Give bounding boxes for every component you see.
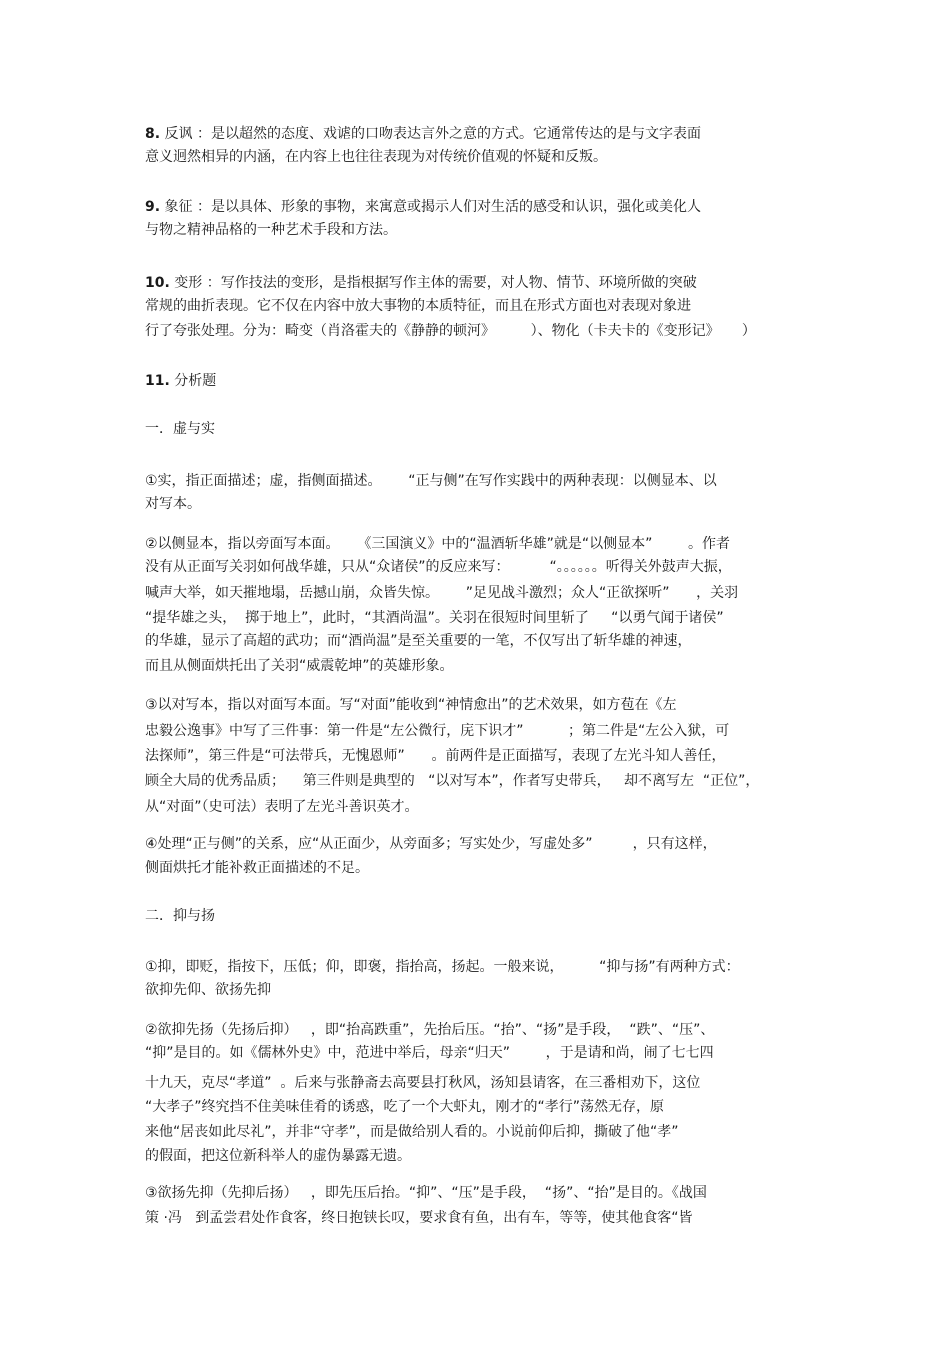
s9-number: 9. (145, 199, 161, 215)
part2-p2-line-6: 的假面，把这位新科举人的虚伪暴露无遗。 (145, 1148, 411, 1164)
part2-p3-line-2: 策 ·冯 到孟尝君处作食客，终日抱铗长叹，要求食有鱼，出有车，等等，使其他食客“皆 (145, 1210, 693, 1226)
part1-p2-line-5: 的华雄，显示了高超的武功；而“酒尚温”是至关重要的一笔，不仅写出了斩华雄的神速， (145, 633, 692, 649)
part1-p2-line-2: 没有从正面写关羽如何战华雄，只从“众诸侯”的反应来写： “。。。。。。听得关外鼓声大振， (145, 559, 732, 575)
s8-line-1: 8. 反讽 ：是以超然的态度、戏谑的口吻表达言外之意的方式。它通常传达的是与文字表面 (145, 126, 701, 142)
part1-p3-line-2: 忠毅公逸事》中写了三件事：第一件是“左公微行，庑下识才” ；第二件是“左公入狱，可 (145, 723, 730, 739)
s8-line-2: 意义迥然相异的内涵，在内容上也往往表现为对传统价值观的怀疑和反叛。 (145, 149, 607, 165)
part2-p1-line-1: ①抑，即贬，指按下，压低；仰，即褒，指抬高，扬起。一般来说， “抑与扬”有两种方式： (145, 959, 740, 975)
part1-p2-line-3: 喊声大举，如天摧地塌，岳撼山崩，众皆失惊。 ”足见战斗激烈；众人“正欲探听” ，关羽 (145, 585, 739, 601)
part1-heading: 一．虚与实 (145, 421, 215, 437)
part1-p2-line-4: “提华雄之头， 掷于地上”，此时，“其酒尚温”。关羽在很短时间里斩了 “以勇气闻于诸侯” (145, 610, 724, 626)
s10-line-2: 常规的曲折表现。它不仅在内容中放大事物的本质特征，而且在形式方面也对表现对象进 (145, 298, 691, 314)
s10-number: 10. (145, 275, 170, 291)
part1-p1-line-2: 对写本。 (145, 496, 201, 512)
part1-p1-line-1: ①实，指正面描述；虚，指侧面描述。 “正与侧”在写作实践中的两种表现：以侧显本、以 (145, 473, 717, 489)
s11-number: 11. (145, 373, 170, 389)
s9-line-1: 9. 象征 ：是以具体、形象的事物，来寓意或揭示人们对生活的感受和认识，强化或美化人 (145, 199, 701, 215)
part2-p2-line-4: “大孝子”终究挡不住美味佳肴的诱惑，吃了一个大虾丸，刚才的“孝行”荡然无存，原 (145, 1099, 665, 1115)
s10-line-3: 行了夸张处理。分为：畸变（肖洛霍夫的《静静的顿河》 ）、物化（卡夫卡的《变形记》 ） (145, 323, 756, 339)
part1-p3-line-4: 顾全大局的优秀品质； 第三件则是典型的 “以对写本”，作者写史带兵， 却不离写左 “正位”， (145, 773, 760, 789)
part2-p3-line-1: ③欲扬先抑（先抑后扬） ，即先压后抬。“抑”、“压”是手段， “扬”、“抬”是目的。《战国 (145, 1185, 707, 1201)
part1-p2-line-1: ②以侧显本，指以旁面写本面。 《三国演义》中的“温酒斩华雄”就是“以侧显本” 。作者 (145, 536, 730, 552)
part2-p2-line-2: “抑”是目的。如《儒林外史》中，范进中举后，母亲“归天” ，于是请和尚，闹了七七四 (145, 1045, 714, 1061)
part2-p2-line-1: ②欲抑先扬（先扬后抑） ，即“抬高跌重”，先抬后压。“抬”、“扬”是手段， “跌”、“压”、 (145, 1022, 715, 1038)
part1-p4-line-1: ④处理“正与侧”的关系，应“从正面少，从旁面多；写实处少，写虚处多” ，只有这样， (145, 836, 717, 852)
part2-p2-line-3: 十九天，克尽“孝道” 。后来与张静斋去高要县打秋风，汤知县请客，在三番相劝下，这位 (145, 1075, 701, 1091)
part1-p3-line-5: 从“对面”（史可法）表明了左光斗善识英才。 (145, 799, 419, 815)
part1-p3-line-1: ③以对写本，指以对面写本面。写“对面”能收到“神情愈出”的艺术效果，如方苞在《左 (145, 697, 677, 713)
s8-number: 8. (145, 126, 161, 142)
part2-p1-line-2: 欲抑先仰、欲扬先抑 (145, 982, 271, 998)
part1-p4-line-2: 侧面烘托才能补救正面描述的不足。 (145, 860, 369, 876)
part2-heading: 二．抑与扬 (145, 908, 215, 924)
s11-heading: 11. 分析题 (145, 373, 217, 389)
part1-p3-line-3: 法探师”，第三件是“可法带兵，无愧恩师” 。前两件是正面描写，表现了左光斗知人善任， (145, 748, 726, 764)
s10-line-1: 10. 变形 ：写作技法的变形，是指根据写作主体的需要，对人物、情节、环境所做的突破 (145, 275, 697, 291)
s9-line-2: 与物之精神品格的一种艺术手段和方法。 (145, 222, 397, 238)
part2-p2-line-5: 来他“居丧如此尽礼”，并非“守孝”，而是做给别人看的。小说前仰后抑，撕破了他“孝” (145, 1124, 679, 1140)
part1-p2-line-6: 而且从侧面烘托出了关羽“威震乾坤”的英雄形象。 (145, 658, 454, 674)
